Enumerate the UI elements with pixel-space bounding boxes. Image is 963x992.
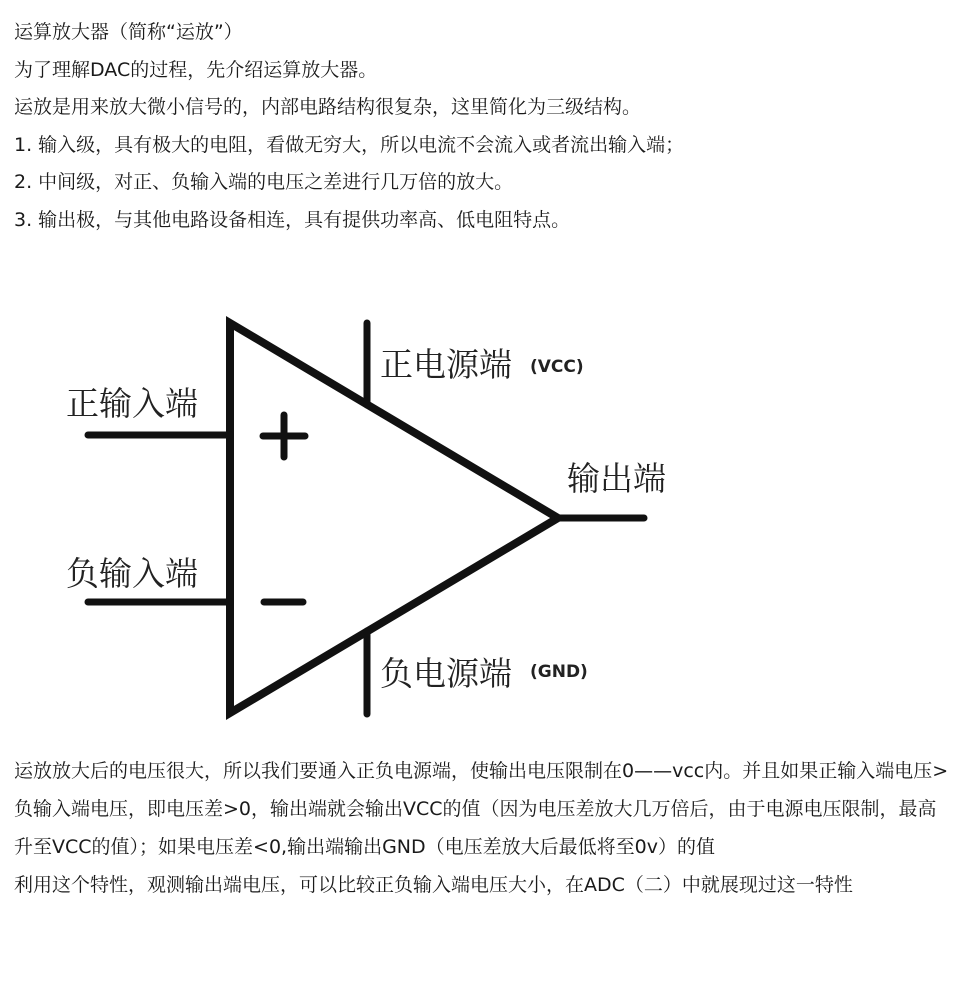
output-label: 输出端 (567, 459, 666, 498)
intro-section (14, 14, 949, 240)
intro-line-2: 运放是用来放大微小信号的，内部电路结构很复杂，这里简化为三级结构。 (14, 96, 642, 119)
outro-section (14, 752, 949, 904)
op-amp-diagram (0, 300, 963, 740)
negative-supply-label: 负电源端 (380, 654, 512, 693)
positive-supply-note: (VCC) (530, 357, 584, 377)
positive-input-label: 正输入端 (66, 384, 198, 423)
explanation-paragraph: 运放放大后的电压很大，所以我们要通入正负电源端，使输出电压限制在0——vcc内。并且如果正输入端电压>负输入端电压，即电压差>0，输出端就会输出VCC的值（因为电压差放大几万倍后，由于电源电压限制，最高升至VCC的值）；如果电压差<0,输出端输出GND（电压差放大后最低将至0v）的值 (14, 760, 949, 858)
positive-supply-label: 正电源端 (380, 345, 512, 384)
stage-item-1: 1. 输入级，具有极大的电阻，看做无穷大，所以电流不会流入或者流出输入端； (14, 133, 685, 156)
heading-op-amp: 运算放大器（简称“运放”） (14, 21, 243, 43)
stage-item-2: 2. 中间级，对正、负输入端的电压之差进行几万倍的放大。 (14, 171, 514, 194)
negative-supply-note: (GND) (530, 662, 588, 682)
op-amp-svg (0, 300, 963, 740)
plus-sign-mark (263, 415, 305, 457)
stage-item-3: 3. 输出极，与其他电路设备相连，具有提供功率高、低电阻特点。 (14, 208, 571, 231)
usage-paragraph: 利用这个特性，观测输出端电压，可以比较正负输入端电压大小，在ADC（二）中就展现过这一特性 (14, 874, 853, 896)
intro-line-1: 为了理解DAC的过程，先介绍运算放大器。 (14, 58, 378, 81)
negative-input-label: 负输入端 (66, 554, 198, 593)
